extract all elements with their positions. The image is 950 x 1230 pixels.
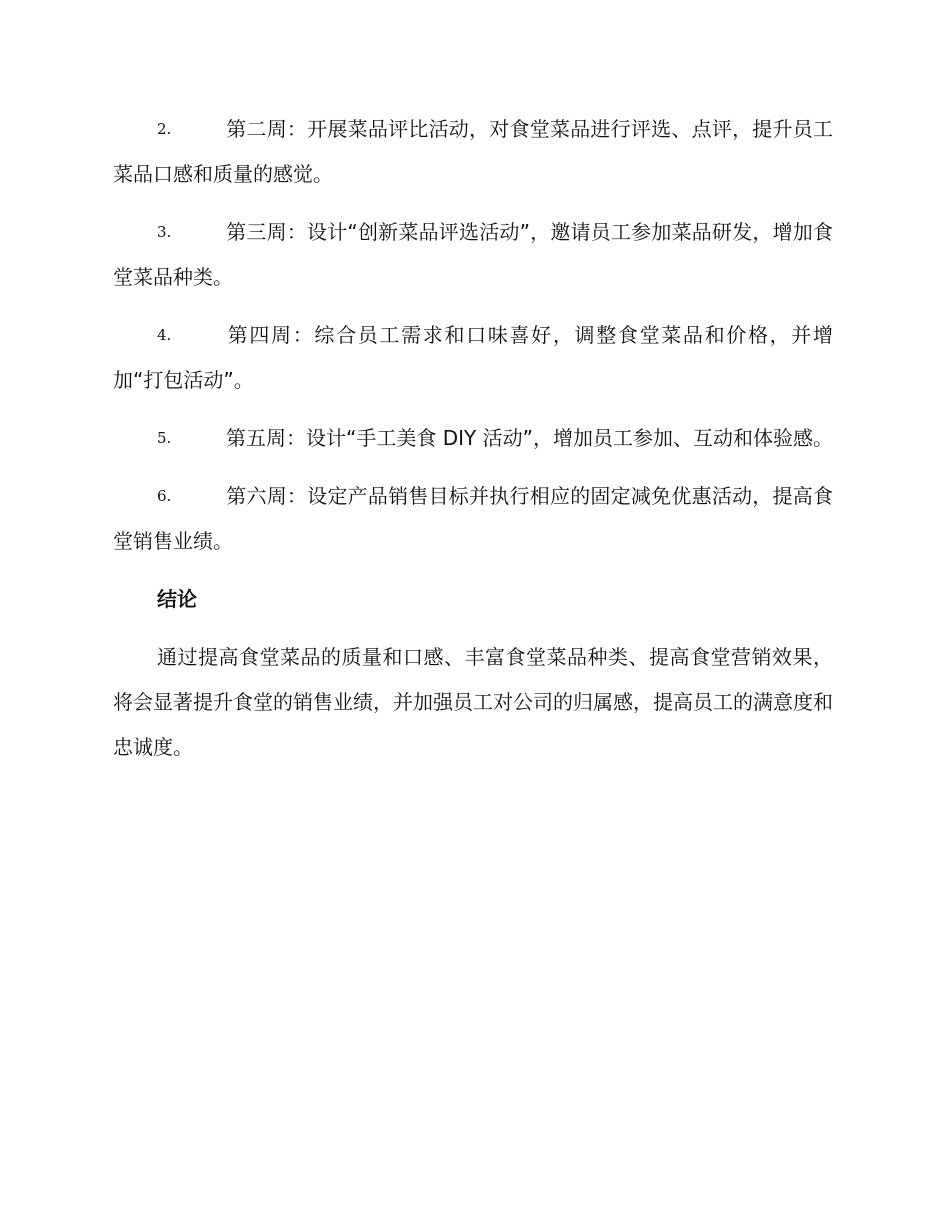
conclusion-paragraph: 通过提高食堂菜品的质量和口感、丰富食堂菜品种类、提高食堂营销效果，将会显著提升食堂的销售业绩，并加强员工对公司的归属感，提高员工的满意度和忠诚度。 bbox=[113, 645, 833, 759]
list-item-number: 2. bbox=[157, 120, 172, 138]
list-item-number: 4. bbox=[157, 326, 172, 344]
list-item-week-3 bbox=[113, 210, 833, 300]
list-item-week-6 bbox=[113, 474, 833, 564]
document-content bbox=[113, 107, 833, 770]
list-item-week-2 bbox=[113, 107, 833, 197]
list-item-text: 第二周：开展菜品评比活动，对食堂菜品进行评选、点评，提升员工菜品口感和质量的感觉。 bbox=[113, 117, 833, 186]
list-item-text: 第六周：设定产品销售目标并执行相应的固定减免优惠活动，提高食堂销售业绩。 bbox=[113, 484, 833, 553]
list-item-text: 第四周：综合员工需求和口味喜好，调整食堂菜品和价格，并增加“打包活动”。 bbox=[113, 323, 833, 392]
list-item-week-4 bbox=[113, 313, 833, 403]
list-item-week-5 bbox=[113, 416, 833, 461]
list-item-text: 第三周：设计“创新菜品评选活动”，邀请员工参加菜品研发，增加食堂菜品种类。 bbox=[113, 220, 833, 289]
list-item-number: 3. bbox=[157, 223, 172, 241]
list-item-text: 第五周：设计“手工美食 DIY 活动”，增加员工参加、互动和体验感。 bbox=[226, 426, 833, 450]
list-item-number: 5. bbox=[157, 429, 172, 447]
list-item-number: 6. bbox=[157, 487, 172, 505]
conclusion-heading: 结论 bbox=[157, 587, 197, 611]
